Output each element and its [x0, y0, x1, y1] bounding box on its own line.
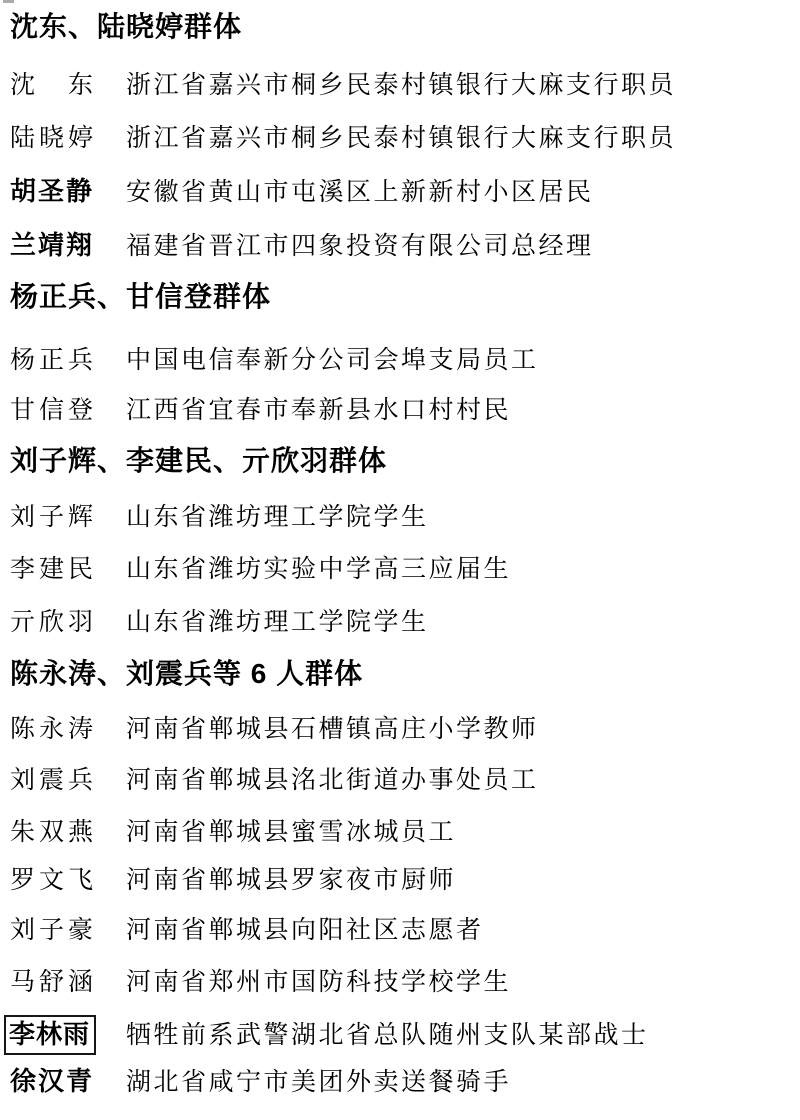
person-row: [10, 73, 676, 98]
memorial-frame: 李林雨: [4, 1015, 96, 1055]
person-row: [10, 232, 594, 259]
group-header-text: 沈东、陆晓婷群体: [10, 11, 243, 42]
person-row: [10, 178, 594, 205]
person-description: 山东省潍坊理工学院学生: [126, 504, 429, 531]
person-description: 河南省郸城县洺北街道办事处员工: [126, 767, 539, 794]
person-name: 沈 东: [10, 72, 98, 99]
group-header-text: 杨正兵、甘信登群体: [10, 281, 272, 312]
person-description: 浙江省嘉兴市桐乡民泰村镇银行大麻支行职员: [126, 72, 677, 99]
person-description: 浙江省嘉兴市桐乡民泰村镇银行大麻支行职员: [126, 125, 677, 152]
person-row: [10, 820, 456, 845]
person-name: 亓欣羽: [10, 609, 98, 636]
group-header-row: [10, 447, 387, 475]
person-description: 山东省潍坊实验中学高三应届生: [126, 556, 512, 583]
person-row: [10, 126, 676, 151]
person-description: 湖北省咸宁市美团外卖送餐骑手: [126, 1069, 512, 1096]
person-row: [10, 348, 539, 373]
person-description: 牺牲前系武警湖北省总队随州支队某部战士: [126, 1022, 649, 1049]
person-description: 山东省潍坊理工学院学生: [126, 609, 429, 636]
person-row: [10, 768, 539, 793]
person-name: 杨正兵: [10, 347, 98, 374]
person-row: [10, 505, 429, 530]
person-name: 兰靖翔: [10, 230, 95, 260]
person-row: [10, 557, 511, 582]
person-name: 刘子辉: [10, 504, 98, 531]
person-description: 河南省郸城县蜜雪冰城员工: [126, 819, 457, 846]
group-header-text: 刘子辉、李建民、亓欣羽群体: [10, 445, 388, 476]
person-description: 河南省郸城县罗家夜市厨师: [126, 867, 457, 894]
person-description: 河南省郸城县向阳社区志愿者: [126, 917, 484, 944]
person-description: 中国电信奉新分公司会埠支局员工: [126, 347, 539, 374]
person-name: 朱双燕: [10, 819, 98, 846]
person-name: 马舒涵: [10, 969, 98, 996]
person-description: 福建省晋江市四象投资有限公司总经理: [126, 233, 594, 260]
person-row: [10, 918, 484, 943]
person-row: [10, 1068, 511, 1095]
person-description: 安徽省黄山市屯溪区上新新村小区居民: [126, 179, 594, 206]
person-name: 刘震兵: [10, 767, 98, 794]
person-name: 徐汉青: [10, 1066, 95, 1096]
person-description: 河南省郸城县石槽镇高庄小学教师: [126, 716, 539, 743]
person-row: [10, 610, 429, 635]
person-name: 刘子豪: [10, 917, 98, 944]
person-name: [10, 1015, 126, 1055]
person-name: 罗文飞: [10, 867, 98, 894]
person-name: 胡圣静: [10, 176, 95, 206]
person-name: 甘信登: [10, 397, 98, 424]
person-row: [10, 970, 511, 995]
person-name: 陆晓婷: [10, 125, 98, 152]
person-row: [10, 868, 456, 893]
group-header-row: [10, 660, 363, 688]
person-description: 河南省郑州市国防科技学校学生: [126, 969, 512, 996]
person-row: [10, 398, 511, 423]
group-header-text: 陈永涛、刘震兵等 6 人群体: [10, 658, 364, 689]
top-left-crop-artifact: [3, 0, 14, 3]
group-header-row: [10, 13, 242, 41]
person-row-memorial: [10, 1015, 649, 1055]
person-name: 李建民: [10, 556, 98, 583]
person-row: [10, 717, 539, 742]
person-name: 陈永涛: [10, 716, 98, 743]
person-description: 江西省宜春市奉新县水口村村民: [126, 397, 512, 424]
group-header-row: [10, 283, 271, 311]
